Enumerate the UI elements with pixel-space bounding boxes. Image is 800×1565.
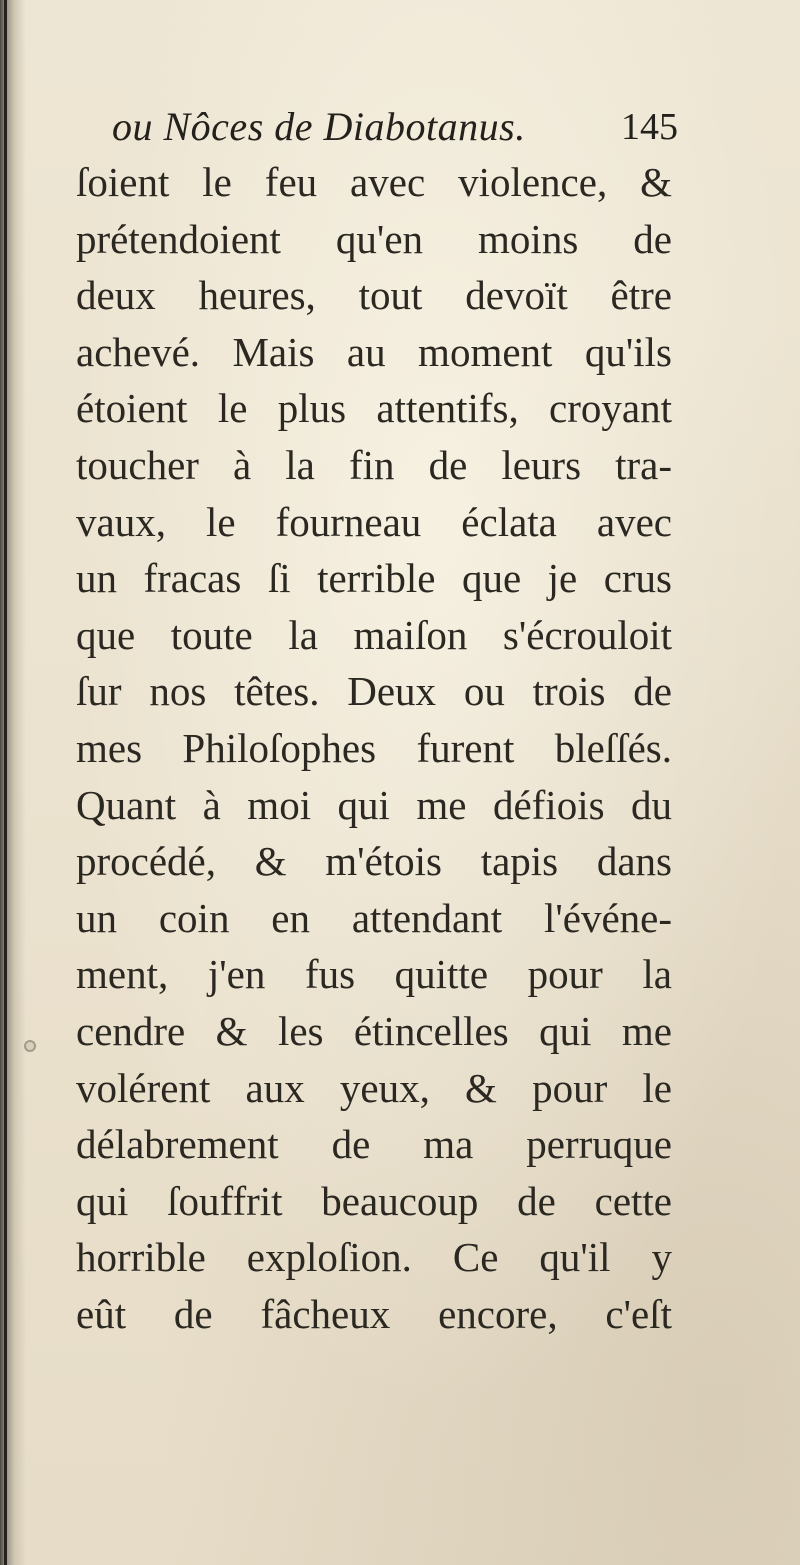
paper-stain-mark [24, 1040, 36, 1052]
text-line: horrible exploſion. Ce qu'il y [76, 1234, 672, 1281]
text-line: achevé. Mais au moment qu'ils [76, 328, 672, 375]
text-line: qui ſouffrit beaucoup de cette [76, 1177, 672, 1224]
text-line: délabrement de ma perruque [76, 1121, 672, 1168]
text-line: Quant à moi qui me défiois du [76, 781, 672, 828]
running-head [98, 97, 678, 157]
text-line: un fracas ſi terrible que je crus [76, 555, 672, 602]
text-line: vaux, le fourneau éclata avec [76, 498, 672, 545]
text-line: ment, j'en fus quitte pour la [76, 951, 672, 998]
text-line: que toute la maiſon s'écrouloit [76, 611, 672, 658]
text-line: ſoient le feu avec violence, & [76, 159, 672, 205]
text-line: prétendoient qu'en moins de [76, 215, 672, 262]
text-line: cendre & les étincelles qui me [76, 1007, 672, 1054]
page-number: 145 [621, 106, 678, 148]
text-line: eût de fâcheux encore, c'eſt [76, 1290, 672, 1337]
text-line: mes Philoſophes furent bleſſés. [76, 724, 672, 771]
text-line: volérent aux yeux, & pour le [76, 1064, 672, 1111]
body-text [76, 154, 672, 1342]
text-line: ſur nos têtes. Deux ou trois de [76, 668, 672, 715]
text-line: deux heures, tout devoït être [76, 272, 672, 319]
text-line: procédé, & m'étois tapis dans [76, 838, 672, 885]
running-head-title: ou Nôces de Diabotanus. [112, 104, 526, 149]
book-gutter-edge [4, 0, 7, 1565]
text-line: toucher à la fin de leurs tra- [76, 441, 672, 488]
text-line: un coin en attendant l'événe- [76, 894, 672, 941]
text-line: étoient le plus attentifs, croyant [76, 385, 672, 432]
